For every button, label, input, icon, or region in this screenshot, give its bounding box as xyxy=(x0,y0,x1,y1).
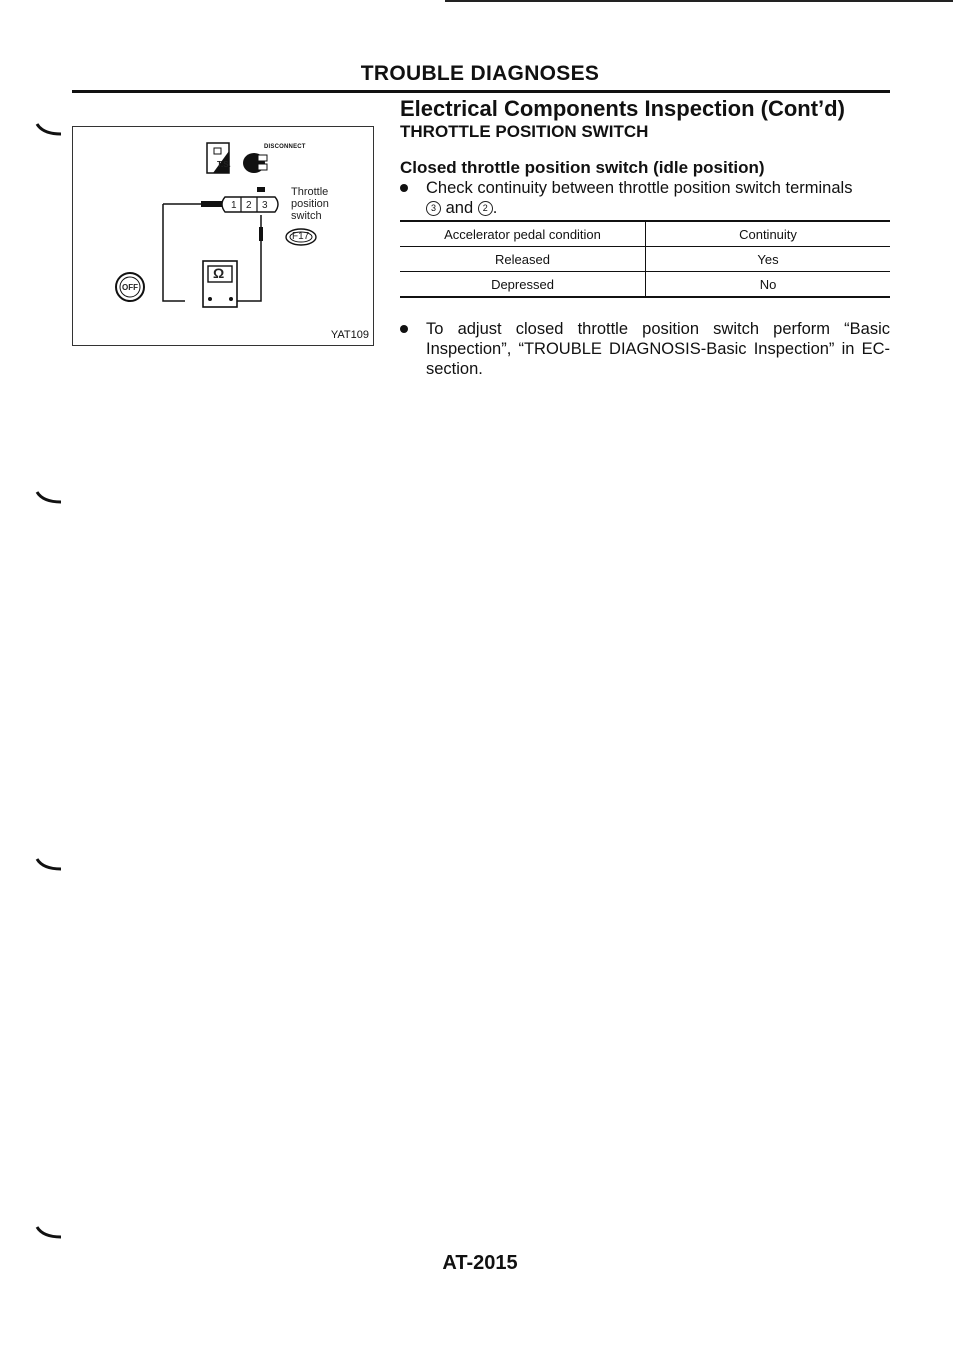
and-text: and xyxy=(445,199,474,217)
terminal-2: 2 xyxy=(246,200,252,211)
bullet-text: Check continuity between throttle position switch terminals xyxy=(426,179,853,197)
procedure-title: Closed throttle position switch (idle position) xyxy=(400,158,765,177)
table-cell: Yes xyxy=(646,247,891,272)
terminal-3: 3 xyxy=(262,200,268,211)
table-cell: Depressed xyxy=(400,272,646,298)
table-row xyxy=(400,272,890,298)
subsection-title: THROTTLE POSITION SWITCH xyxy=(400,122,649,141)
terminal-3-ref: 3 xyxy=(426,201,441,216)
table-cell: No xyxy=(646,272,891,298)
margin-mark-icon xyxy=(35,855,65,875)
margin-mark-icon xyxy=(35,120,65,140)
top-edge-rule xyxy=(445,0,953,2)
period-text: . xyxy=(492,199,498,217)
terminal-2-ref: 2 xyxy=(478,201,493,216)
table-header-continuity: Continuity xyxy=(646,221,891,247)
continuity-table xyxy=(400,220,890,298)
adjust-switch-bullet xyxy=(400,319,890,379)
bullet-icon xyxy=(400,325,408,333)
table-header-condition: Accelerator pedal condition xyxy=(400,221,646,247)
check-continuity-bullet xyxy=(400,178,890,218)
component-label-line-2: position xyxy=(291,198,329,210)
table-cell: Released xyxy=(400,247,646,272)
ts-label: T.S. xyxy=(217,160,231,169)
ignition-off-label: OFF xyxy=(122,283,138,292)
section-title: Electrical Components Inspection (Cont’d) xyxy=(400,96,845,121)
page-number: AT-2015 xyxy=(442,1252,518,1274)
page-header-title: TROUBLE DIAGNOSES xyxy=(360,62,600,85)
header-rule xyxy=(72,90,890,93)
disconnect-label: DISCONNECT xyxy=(264,144,306,150)
component-label-line-3: switch xyxy=(291,210,322,222)
ohm-symbol: Ω xyxy=(213,265,225,281)
throttle-switch-diagram xyxy=(72,126,374,346)
terminal-1: 1 xyxy=(231,200,237,211)
component-label-line-1: Throttle xyxy=(291,186,329,198)
margin-mark-icon xyxy=(35,1223,65,1243)
connector-plug-icon xyxy=(243,153,267,173)
bullet-text: To adjust closed throttle position switch perform “Basic Inspection”, “TROUBLE DIAGNOSIS-Basic Inspection” in EC-section. xyxy=(426,320,890,378)
margin-mark-icon xyxy=(35,488,65,508)
connector-code: F17 xyxy=(292,231,310,242)
table-header-row xyxy=(400,221,890,247)
table-row xyxy=(400,247,890,272)
bullet-icon xyxy=(400,184,408,192)
figure-code: YAT109 xyxy=(330,329,369,341)
